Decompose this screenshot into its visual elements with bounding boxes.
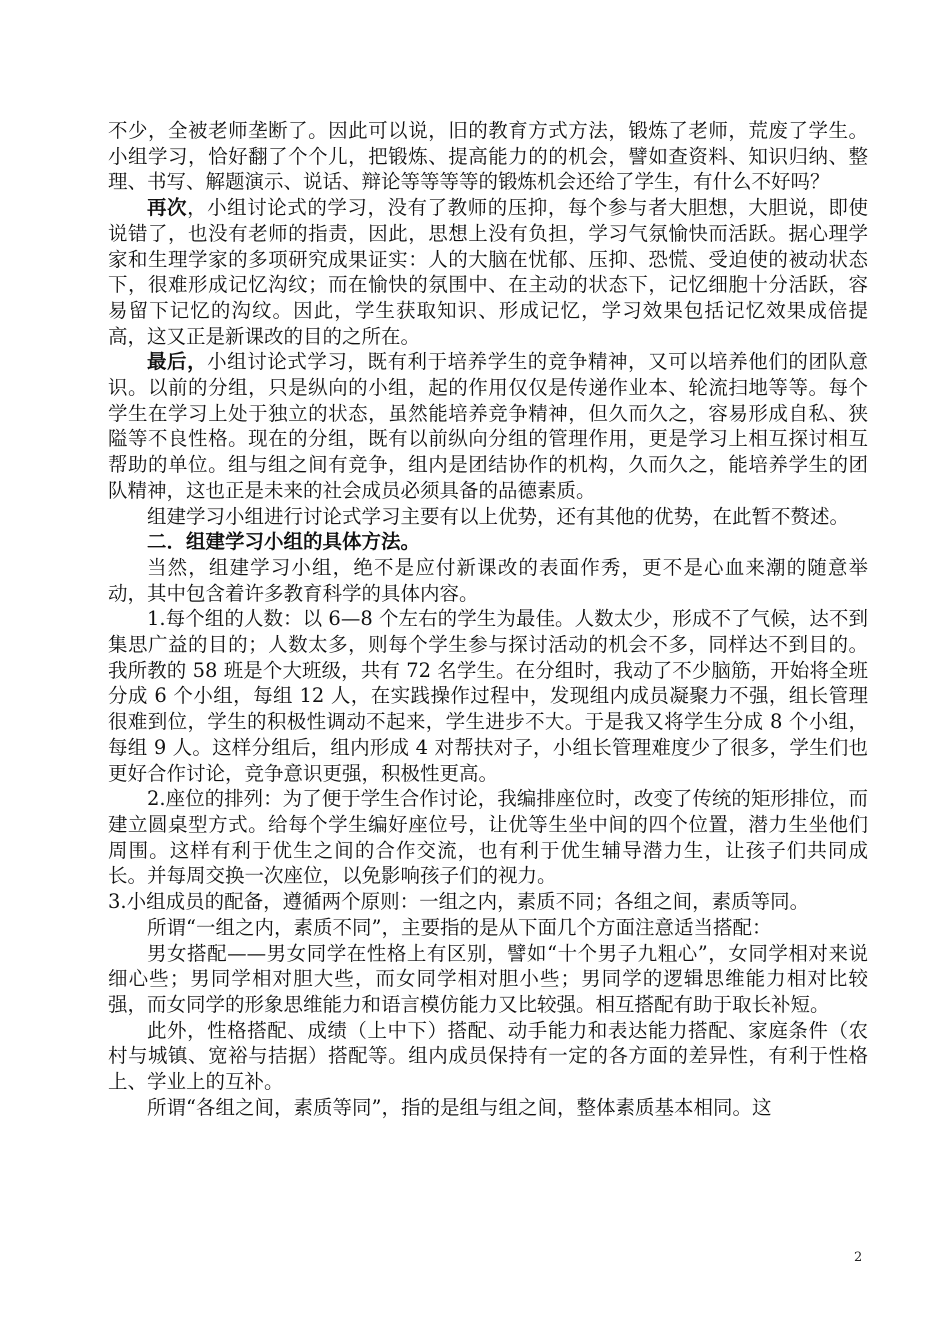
paragraph <box>108 1018 868 1095</box>
paragraph-text: 此外，性格搭配、成绩（上中下）搭配、动手能力和表达能力搭配、家庭条件（农村与城镇、宽裕与拮据）搭配等。组内成员保持有一定的各方面的差异性，有利于性格上、学业上的互补。 <box>108 1018 868 1094</box>
paragraph <box>108 606 868 786</box>
paragraph <box>108 195 868 349</box>
paragraph <box>108 555 868 606</box>
paragraph-text: 所谓“各组之间，素质等同”，指的是组与组之间，整体素质基本相同。这 <box>147 1095 772 1119</box>
page-number: 2 <box>854 1250 863 1265</box>
paragraph-text: 1.每个组的人数：以 6—8 个左右的学生为最佳。人数太少，形成不了气候，达不到集思广益的目的；人数太多，则每个学生参与探讨活动的机会不多，同样达不到目的。我所教的 58 班是个大班级，共有 72 名学生。在分组时，我动了不少脑筋，开始将全班分成 6 个小组，每组 12 人，在实践操作过程中，发现组内成员凝聚力不强，组长管理很难到位，学生的积极性调动不起来，学生进步不大。于是我又将学生分成 8 个小组，每组 9 人。这样分组后，组内形成 4 对帮扶对子，小组长管理难度少了很多，学生们也更好合作讨论，竞争意识更强，积极性更高。 <box>108 607 868 785</box>
paragraph <box>108 349 868 503</box>
paragraph <box>108 504 868 530</box>
body-text <box>108 118 868 1120</box>
paragraph-text: 所谓“一组之内，素质不同”，主要指的是从下面几个方面注意适当搭配： <box>147 915 772 939</box>
paragraph-text: 男女搭配——男女同学在性格上有区别，譬如“十个男子九粗心”，女同学相对来说细心些；男同学相对胆大些，而女同学相对胆小些；男同学的逻辑思维能力相对比较强，而女同学的形象思维能力和语言模仿能力又比较强。相互搭配有助于取长补短。 <box>108 941 868 1016</box>
paragraph-lead: 再次 <box>147 196 188 220</box>
paragraph <box>108 889 868 915</box>
paragraph-text: 不少，全被老师垄断了。因此可以说，旧的教育方式方法，锻炼了老师，荒废了学生。小组学习，恰好翻了个个儿，把锻炼、提高能力的的机会，譬如查资料、知识归纳、整理、书写、解题演示、说话、辩论等等等等的锻炼机会还给了学生，有什么不好吗？ <box>108 119 868 194</box>
paragraph-text: 当然，组建学习小组，绝不是应付新课改的表面作秀，更不是心血来潮的随意举动，其中包含着许多教育科学的具体内容。 <box>108 555 868 605</box>
paragraph <box>108 786 868 889</box>
paragraph-lead: 最后， <box>147 350 208 374</box>
paragraph <box>108 118 868 195</box>
section-heading <box>108 529 868 555</box>
paragraph-text: 2.座位的排列：为了便于学生合作讨论，我编排座位时，改变了传统的矩形排位，而建立圆桌型方式。给每个学生编好座位号，让优等生坐中间的四个位置，潜力生坐他们周围。这样有利于优生之间的合作交流，也有利于优生辅导潜力生，让孩子们共同成长。并每周交换一次座位，以免影响孩子们的视力。 <box>108 787 868 888</box>
paragraph <box>108 941 868 1018</box>
paragraph <box>108 915 868 941</box>
paragraph-text: 小组讨论式学习，既有利于培养学生的竞争精神，又可以培养他们的团队意识。以前的分组，只是纵向的小组，起的作用仅仅是传递作业本、轮流扫地等等。每个学生在学习上处于独立的状态，虽然能培养竞争精神，但久而久之，容易形成自私、狭隘等不良性格。现在的分组，既有以前纵向分组的管理作用，更是学习上相互探讨相互帮助的单位。组与组之间有竞争，组内是团结协作的机构，久而久之，能培养学生的团队精神，这也正是未来的社会成员必须具备的品德素质。 <box>108 350 868 502</box>
paragraph-text: 组建学习小组进行讨论式学习主要有以上优势，还有其他的优势，在此暂不赘述。 <box>147 504 850 528</box>
paragraph <box>108 1095 868 1121</box>
paragraph-text: 二．组建学习小组的具体方法。 <box>147 530 421 554</box>
paragraph-text: 3.小组成员的配备，遵循两个原则：一组之内，素质不同；各组之间，素质等同。 <box>108 890 810 914</box>
paragraph-text: ，小组讨论式的学习，没有了教师的压抑，每个参与者大胆想，大胆说，即使说错了，也没有老师的指责，因此，思想上没有负担，学习气氛愉快而活跃。据心理学家和生理学家的多项研究成果证实：人的大脑在忧郁、压抑、恐慌、受迫使的被动状态下，很难形成记忆沟纹；而在愉快的氛围中、在主动的状态下，记忆细胞十分活跃，容易留下记忆的沟纹。因此，学生获取知识、形成记忆，学习效果包括记忆效果成倍提高，这又正是新课改的目的之所在。 <box>108 196 868 348</box>
